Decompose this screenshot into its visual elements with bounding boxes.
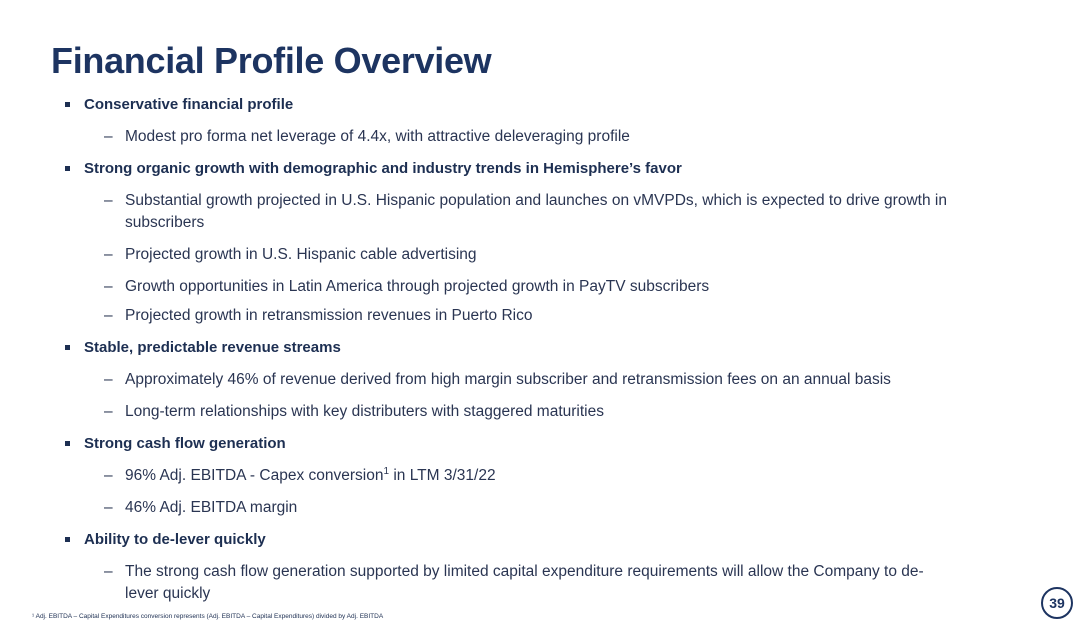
list-item-text: Growth opportunities in Latin America through projected growth in PayTV subscribers <box>125 278 710 295</box>
list-item <box>104 190 1025 234</box>
section-heading-text: Ability to de-lever quickly <box>84 531 266 548</box>
square-bullet-icon <box>65 102 70 107</box>
list-item-text-tail: in LTM 3/31/22 <box>389 467 496 484</box>
section-heading-text: Strong organic growth with demographic and industry trends in Hemisphere’s favor <box>84 160 682 177</box>
list-item-text-main: 96% Adj. EBITDA - Capex conversion <box>125 467 384 484</box>
list-item-text: Substantial growth projected in U.S. Hispanic population and launches on vMVPDs, which is expected to drive growth in subscribers <box>125 192 947 231</box>
dash-icon: – <box>104 371 113 388</box>
square-bullet-icon <box>65 166 70 171</box>
list-item <box>104 305 1025 327</box>
dash-icon: – <box>104 499 113 516</box>
section-heading <box>84 435 286 452</box>
page-number: 39 <box>1049 595 1065 611</box>
dash-icon: – <box>104 307 113 324</box>
section-heading <box>84 96 293 113</box>
section-heading-text: Strong cash flow generation <box>84 435 286 452</box>
section-heading <box>84 531 266 548</box>
dash-icon: – <box>104 192 113 209</box>
page-number-badge <box>1041 587 1073 619</box>
list-item-text: Projected growth in retransmission revenues in Puerto Rico <box>125 307 533 324</box>
list-item-text <box>125 467 496 484</box>
list-item <box>104 244 1025 266</box>
list-item <box>104 465 1025 487</box>
dash-icon: – <box>104 563 113 580</box>
section-heading <box>84 160 682 177</box>
dash-icon: – <box>104 467 113 484</box>
list-item <box>104 369 1025 391</box>
list-item <box>104 126 1025 148</box>
list-item <box>104 497 1025 519</box>
dash-icon: – <box>104 278 113 295</box>
list-item <box>104 561 955 605</box>
list-item-text: 46% Adj. EBITDA margin <box>125 499 298 516</box>
footnote-marker: 1 <box>383 466 390 477</box>
square-bullet-icon <box>65 537 70 542</box>
section-heading <box>84 339 341 356</box>
dash-icon: – <box>104 128 113 145</box>
list-item-text: The strong cash flow generation supported by limited capital expenditure requirements will allow the Company to de-lever quickly <box>125 563 924 602</box>
list-item <box>104 401 1025 423</box>
list-item-text: Projected growth in U.S. Hispanic cable advertising <box>125 246 477 263</box>
list-item-text: Long-term relationships with key distributers with staggered maturities <box>125 403 604 420</box>
list-item-text: Modest pro forma net leverage of 4.4x, with attractive deleveraging profile <box>125 128 630 145</box>
page-title: Financial Profile Overview <box>51 40 492 81</box>
section-heading-text: Stable, predictable revenue streams <box>84 339 341 356</box>
footnote: ¹ Adj. EBITDA – Capital Expenditures conversion represents (Adj. EBITDA – Capital Expenditures) divided by Adj. EBITDA <box>32 613 384 620</box>
dash-icon: – <box>104 403 113 420</box>
list-item-text: Approximately 46% of revenue derived from high margin subscriber and retransmission fees on an annual basis <box>125 371 891 388</box>
square-bullet-icon <box>65 441 70 446</box>
square-bullet-icon <box>65 345 70 350</box>
dash-icon: – <box>104 246 113 263</box>
section-heading-text: Conservative financial profile <box>84 96 294 113</box>
list-item <box>104 276 1025 298</box>
